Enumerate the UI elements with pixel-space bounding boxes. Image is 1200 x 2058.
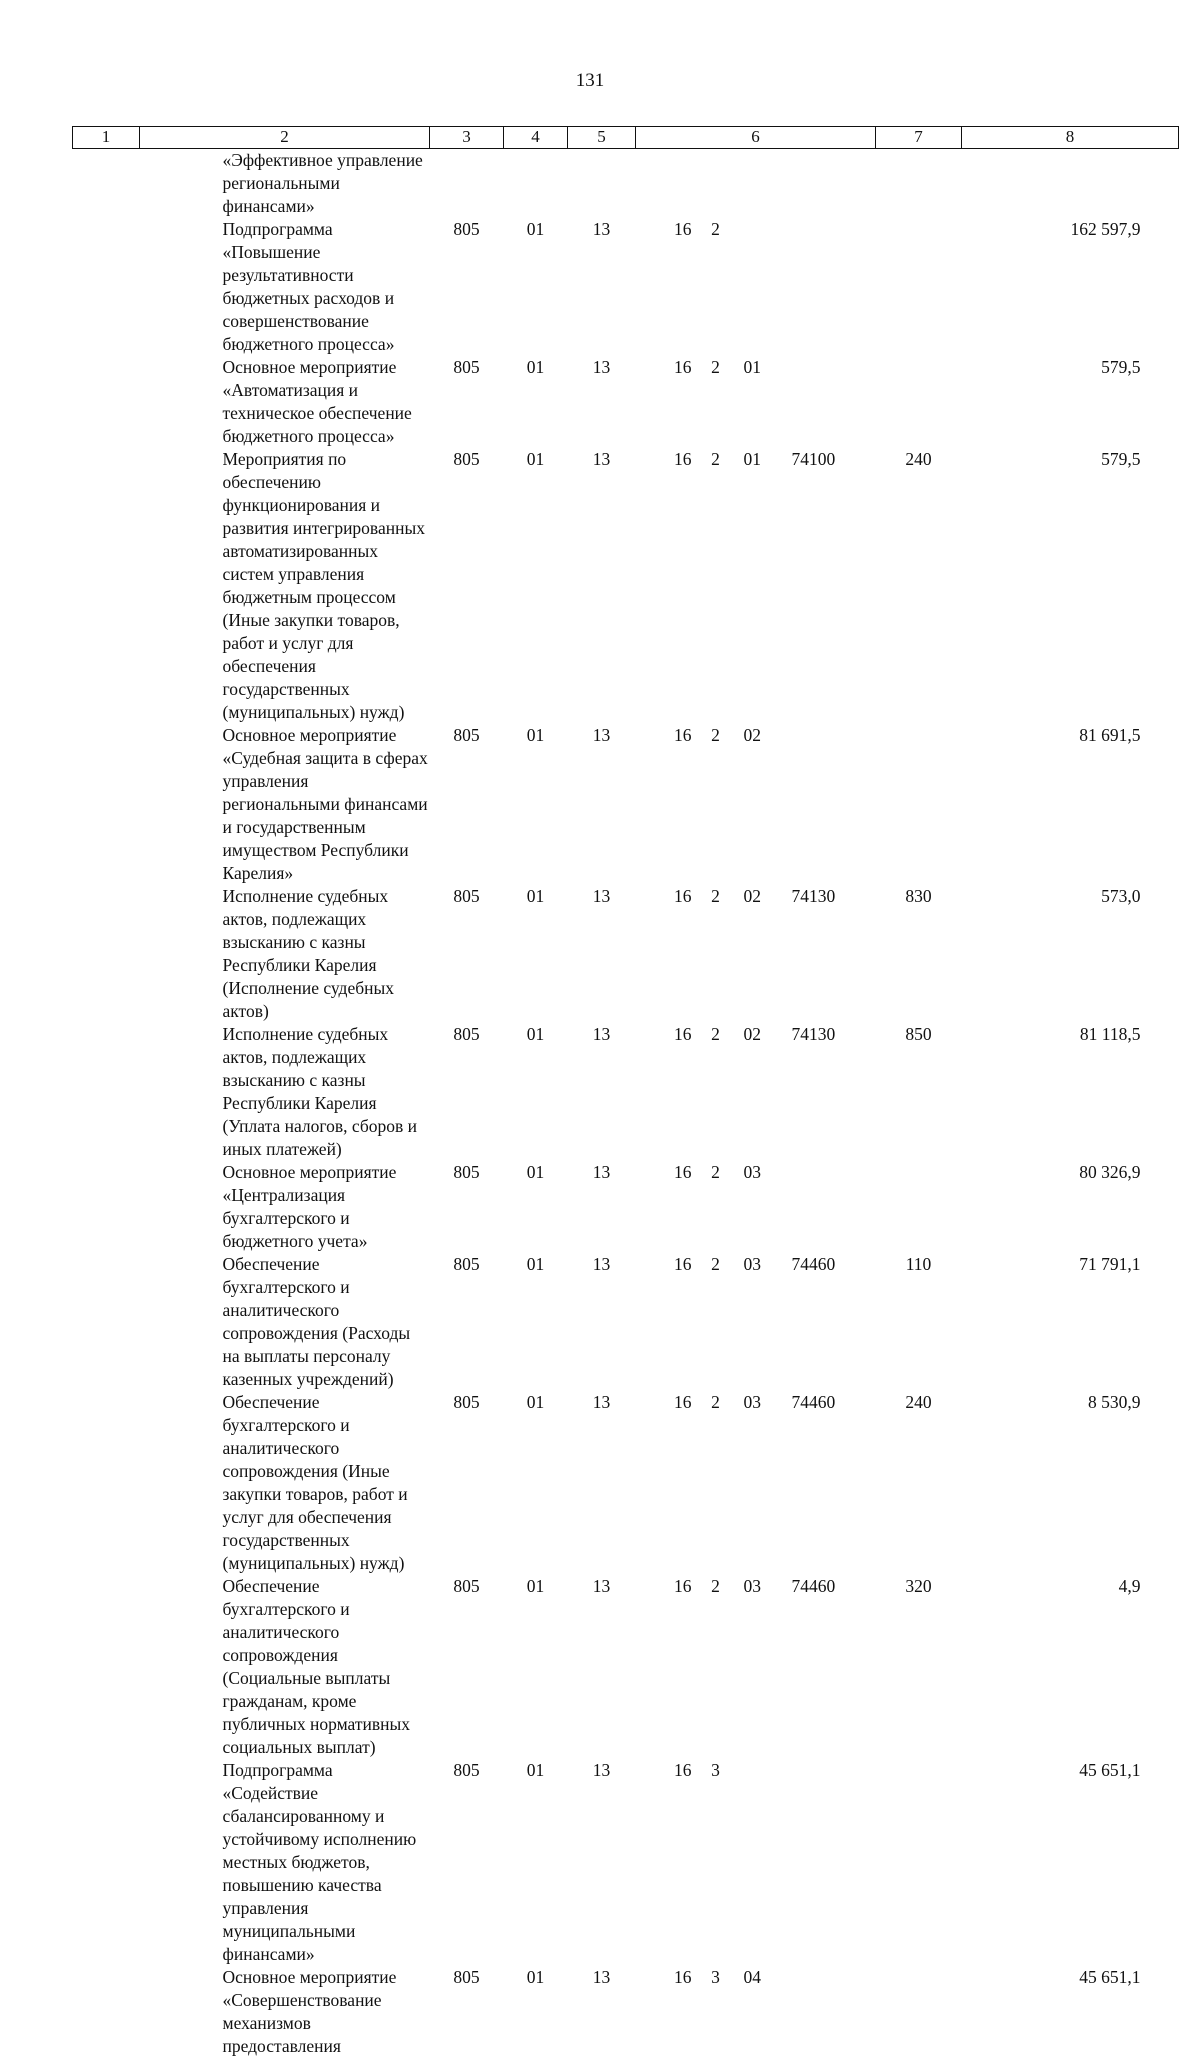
cell-col8-amount: 81 118,5: [962, 1023, 1179, 1161]
cell-col5: 13: [568, 1759, 636, 1966]
cell-col6-subprogram: 2: [696, 1161, 736, 1253]
cell-col8-amount: 81 691,5: [962, 724, 1179, 885]
cell-item-name: Обеспечение бухгалтерского и аналитического сопровождения (Расходы на выплаты персоналу казенных учреждений): [140, 1253, 430, 1391]
cell-col8-amount: 45 651,1: [962, 1966, 1179, 2058]
cell-col4: 01: [504, 1391, 568, 1575]
cell-col8-amount: 80 326,9: [962, 1161, 1179, 1253]
cell-col1: [73, 1391, 140, 1575]
cell-col6-subprogram: 2: [696, 1391, 736, 1575]
cell-col6-event: 02: [736, 1023, 786, 1161]
cell-col1: [73, 1023, 140, 1161]
cell-col1: [73, 1759, 140, 1966]
cell-col5: [568, 149, 636, 219]
column-header: 4: [504, 127, 568, 149]
cell-col1: [73, 1161, 140, 1253]
cell-col7: [876, 1161, 962, 1253]
cell-col1: [73, 448, 140, 724]
cell-col6-program: 16: [636, 1966, 696, 2058]
cell-col5: 13: [568, 1253, 636, 1391]
cell-col6-program: 16: [636, 1023, 696, 1161]
cell-col3: 805: [430, 1023, 504, 1161]
cell-col6-event: 01: [736, 448, 786, 724]
cell-col6-direction: [786, 149, 876, 219]
cell-col1: [73, 1253, 140, 1391]
cell-col6-subprogram: 2: [696, 356, 736, 448]
cell-col3: 805: [430, 885, 504, 1023]
cell-col6-program: 16: [636, 356, 696, 448]
cell-col8-amount: 8 530,9: [962, 1391, 1179, 1575]
cell-col5: 13: [568, 1391, 636, 1575]
cell-col6-direction: [786, 1161, 876, 1253]
cell-col1: [73, 724, 140, 885]
cell-col3: 805: [430, 218, 504, 356]
cell-col6-program: [636, 149, 696, 219]
cell-col6-direction: 74130: [786, 1023, 876, 1161]
column-header: 8: [962, 127, 1179, 149]
cell-col7: 850: [876, 1023, 962, 1161]
cell-col5: 13: [568, 356, 636, 448]
cell-col7: [876, 149, 962, 219]
table-body: [73, 149, 1179, 2058]
cell-col7: [876, 218, 962, 356]
cell-col6-subprogram: 2: [696, 448, 736, 724]
cell-col6-subprogram: 2: [696, 218, 736, 356]
cell-item-name: Мероприятия по обеспечению функционирования и развития интегрированных автоматизированных систем управления бюджетным процессом (Иные закупки товаров, работ и услуг для обеспечения государственных (муниципальных) нужд): [140, 448, 430, 724]
cell-item-name: Подпрограмма «Содействие сбалансированному и устойчивому исполнению местных бюджетов, повышению качества управления муниципальными финансами»: [140, 1759, 430, 1966]
cell-col3: [430, 149, 504, 219]
cell-col6-direction: 74460: [786, 1391, 876, 1575]
cell-col8-amount: [962, 149, 1179, 219]
column-header: 5: [568, 127, 636, 149]
cell-col7: [876, 1966, 962, 2058]
cell-col6-subprogram: 2: [696, 1575, 736, 1759]
cell-col5: 13: [568, 1575, 636, 1759]
cell-item-name: Обеспечение бухгалтерского и аналитического сопровождения (Иные закупки товаров, работ и услуг для обеспечения государственных (муниципальных) нужд): [140, 1391, 430, 1575]
cell-col5: 13: [568, 1966, 636, 2058]
cell-col6-direction: 74130: [786, 885, 876, 1023]
cell-col5: 13: [568, 1023, 636, 1161]
cell-col8-amount: 45 651,1: [962, 1759, 1179, 1966]
cell-col8-amount: 71 791,1: [962, 1253, 1179, 1391]
cell-item-name: Основное мероприятие «Автоматизация и техническое обеспечение бюджетного процесса»: [140, 356, 430, 448]
cell-col1: [73, 1575, 140, 1759]
table-row: [73, 1575, 1179, 1759]
cell-col6-event: 04: [736, 1966, 786, 2058]
cell-col1: [73, 1966, 140, 2058]
column-header: 1: [73, 127, 140, 149]
cell-col4: [504, 149, 568, 219]
cell-col3: 805: [430, 724, 504, 885]
cell-col3: 805: [430, 448, 504, 724]
cell-col4: 01: [504, 1023, 568, 1161]
table-row: [73, 448, 1179, 724]
budget-table: [72, 126, 1179, 2058]
cell-item-name: Исполнение судебных актов, подлежащих взысканию с казны Республики Карелия (Исполнение судебных актов): [140, 885, 430, 1023]
cell-col4: 01: [504, 1966, 568, 2058]
cell-col3: 805: [430, 356, 504, 448]
cell-col3: 805: [430, 1161, 504, 1253]
cell-col6-program: 16: [636, 448, 696, 724]
cell-col5: 13: [568, 885, 636, 1023]
cell-col6-event: 03: [736, 1253, 786, 1391]
table-row: [73, 724, 1179, 885]
page-number: 131: [0, 70, 1180, 92]
cell-col6-event: [736, 218, 786, 356]
cell-item-name: Обеспечение бухгалтерского и аналитического сопровождения (Социальные выплаты гражданам, кроме публичных нормативных социальных выплат): [140, 1575, 430, 1759]
cell-col7: 240: [876, 1391, 962, 1575]
cell-col6-direction: 74460: [786, 1575, 876, 1759]
cell-col6-event: 03: [736, 1575, 786, 1759]
cell-col6-event: [736, 149, 786, 219]
cell-col7: 240: [876, 448, 962, 724]
cell-item-name: «Эффективное управление региональными финансами»: [140, 149, 430, 219]
cell-col6-program: 16: [636, 885, 696, 1023]
cell-col6-subprogram: 2: [696, 885, 736, 1023]
column-header: 7: [876, 127, 962, 149]
cell-col1: [73, 149, 140, 219]
table-row: [73, 218, 1179, 356]
cell-col3: 805: [430, 1253, 504, 1391]
column-header: 3: [430, 127, 504, 149]
cell-col4: 01: [504, 356, 568, 448]
table-row: [73, 1253, 1179, 1391]
cell-col6-program: 16: [636, 724, 696, 885]
cell-col7: [876, 356, 962, 448]
cell-col4: 01: [504, 1575, 568, 1759]
cell-col6-direction: [786, 1759, 876, 1966]
cell-item-name: Основное мероприятие «Совершенствование механизмов предоставления: [140, 1966, 430, 2058]
cell-col6-program: 16: [636, 218, 696, 356]
cell-col4: 01: [504, 448, 568, 724]
cell-col6-event: 03: [736, 1391, 786, 1575]
cell-col6-event: 03: [736, 1161, 786, 1253]
cell-col4: 01: [504, 1161, 568, 1253]
cell-col6-program: 16: [636, 1759, 696, 1966]
cell-col4: 01: [504, 218, 568, 356]
cell-col7: [876, 724, 962, 885]
cell-col1: [73, 218, 140, 356]
column-header: 2: [140, 127, 430, 149]
cell-col6-subprogram: [696, 149, 736, 219]
cell-col7: [876, 1759, 962, 1966]
cell-col6-direction: [786, 1966, 876, 2058]
cell-col3: 805: [430, 1966, 504, 2058]
cell-col6-event: 02: [736, 724, 786, 885]
table-row: [73, 356, 1179, 448]
cell-col1: [73, 885, 140, 1023]
table-row: [73, 885, 1179, 1023]
cell-col4: 01: [504, 1253, 568, 1391]
cell-col6-event: [736, 1759, 786, 1966]
cell-col6-subprogram: 2: [696, 724, 736, 885]
cell-col5: 13: [568, 218, 636, 356]
table-row: [73, 1023, 1179, 1161]
cell-item-name: Основное мероприятие «Судебная защита в сферах управления региональными финансами и государственным имуществом Республики Карелия»: [140, 724, 430, 885]
table-row: [73, 1161, 1179, 1253]
cell-col4: 01: [504, 885, 568, 1023]
cell-col6-program: 16: [636, 1253, 696, 1391]
cell-col6-direction: 74100: [786, 448, 876, 724]
table-row: [73, 1759, 1179, 1966]
cell-col7: 320: [876, 1575, 962, 1759]
cell-col6-direction: 74460: [786, 1253, 876, 1391]
cell-col6-subprogram: 2: [696, 1253, 736, 1391]
cell-col6-event: 01: [736, 356, 786, 448]
cell-col3: 805: [430, 1759, 504, 1966]
cell-col8-amount: 162 597,9: [962, 218, 1179, 356]
cell-col3: 805: [430, 1391, 504, 1575]
cell-col6-subprogram: 2: [696, 1023, 736, 1161]
table-header-row: [73, 127, 1179, 149]
cell-col5: 13: [568, 1161, 636, 1253]
cell-col6-event: 02: [736, 885, 786, 1023]
cell-col4: 01: [504, 724, 568, 885]
cell-col8-amount: 573,0: [962, 885, 1179, 1023]
cell-col3: 805: [430, 1575, 504, 1759]
cell-col6-subprogram: 3: [696, 1759, 736, 1966]
cell-col6-subprogram: 3: [696, 1966, 736, 2058]
cell-col6-direction: [786, 724, 876, 885]
cell-col6-direction: [786, 356, 876, 448]
cell-col6-program: 16: [636, 1391, 696, 1575]
cell-col7: 110: [876, 1253, 962, 1391]
cell-col4: 01: [504, 1759, 568, 1966]
table-row: [73, 149, 1179, 219]
table-row: [73, 1966, 1179, 2058]
cell-item-name: Исполнение судебных актов, подлежащих взысканию с казны Республики Карелия (Уплата налогов, сборов и иных платежей): [140, 1023, 430, 1161]
table-row: [73, 1391, 1179, 1575]
cell-item-name: Подпрограмма «Повышение результативности бюджетных расходов и совершенствование бюджетного процесса»: [140, 218, 430, 356]
cell-item-name: Основное мероприятие «Централизация бухгалтерского и бюджетного учета»: [140, 1161, 430, 1253]
cell-col6-program: 16: [636, 1575, 696, 1759]
cell-col8-amount: 579,5: [962, 356, 1179, 448]
cell-col8-amount: 579,5: [962, 448, 1179, 724]
cell-col1: [73, 356, 140, 448]
cell-col6-direction: [786, 218, 876, 356]
cell-col6-program: 16: [636, 1161, 696, 1253]
column-header: 6: [636, 127, 876, 149]
cell-col7: 830: [876, 885, 962, 1023]
cell-col5: 13: [568, 724, 636, 885]
cell-col5: 13: [568, 448, 636, 724]
cell-col8-amount: 4,9: [962, 1575, 1179, 1759]
